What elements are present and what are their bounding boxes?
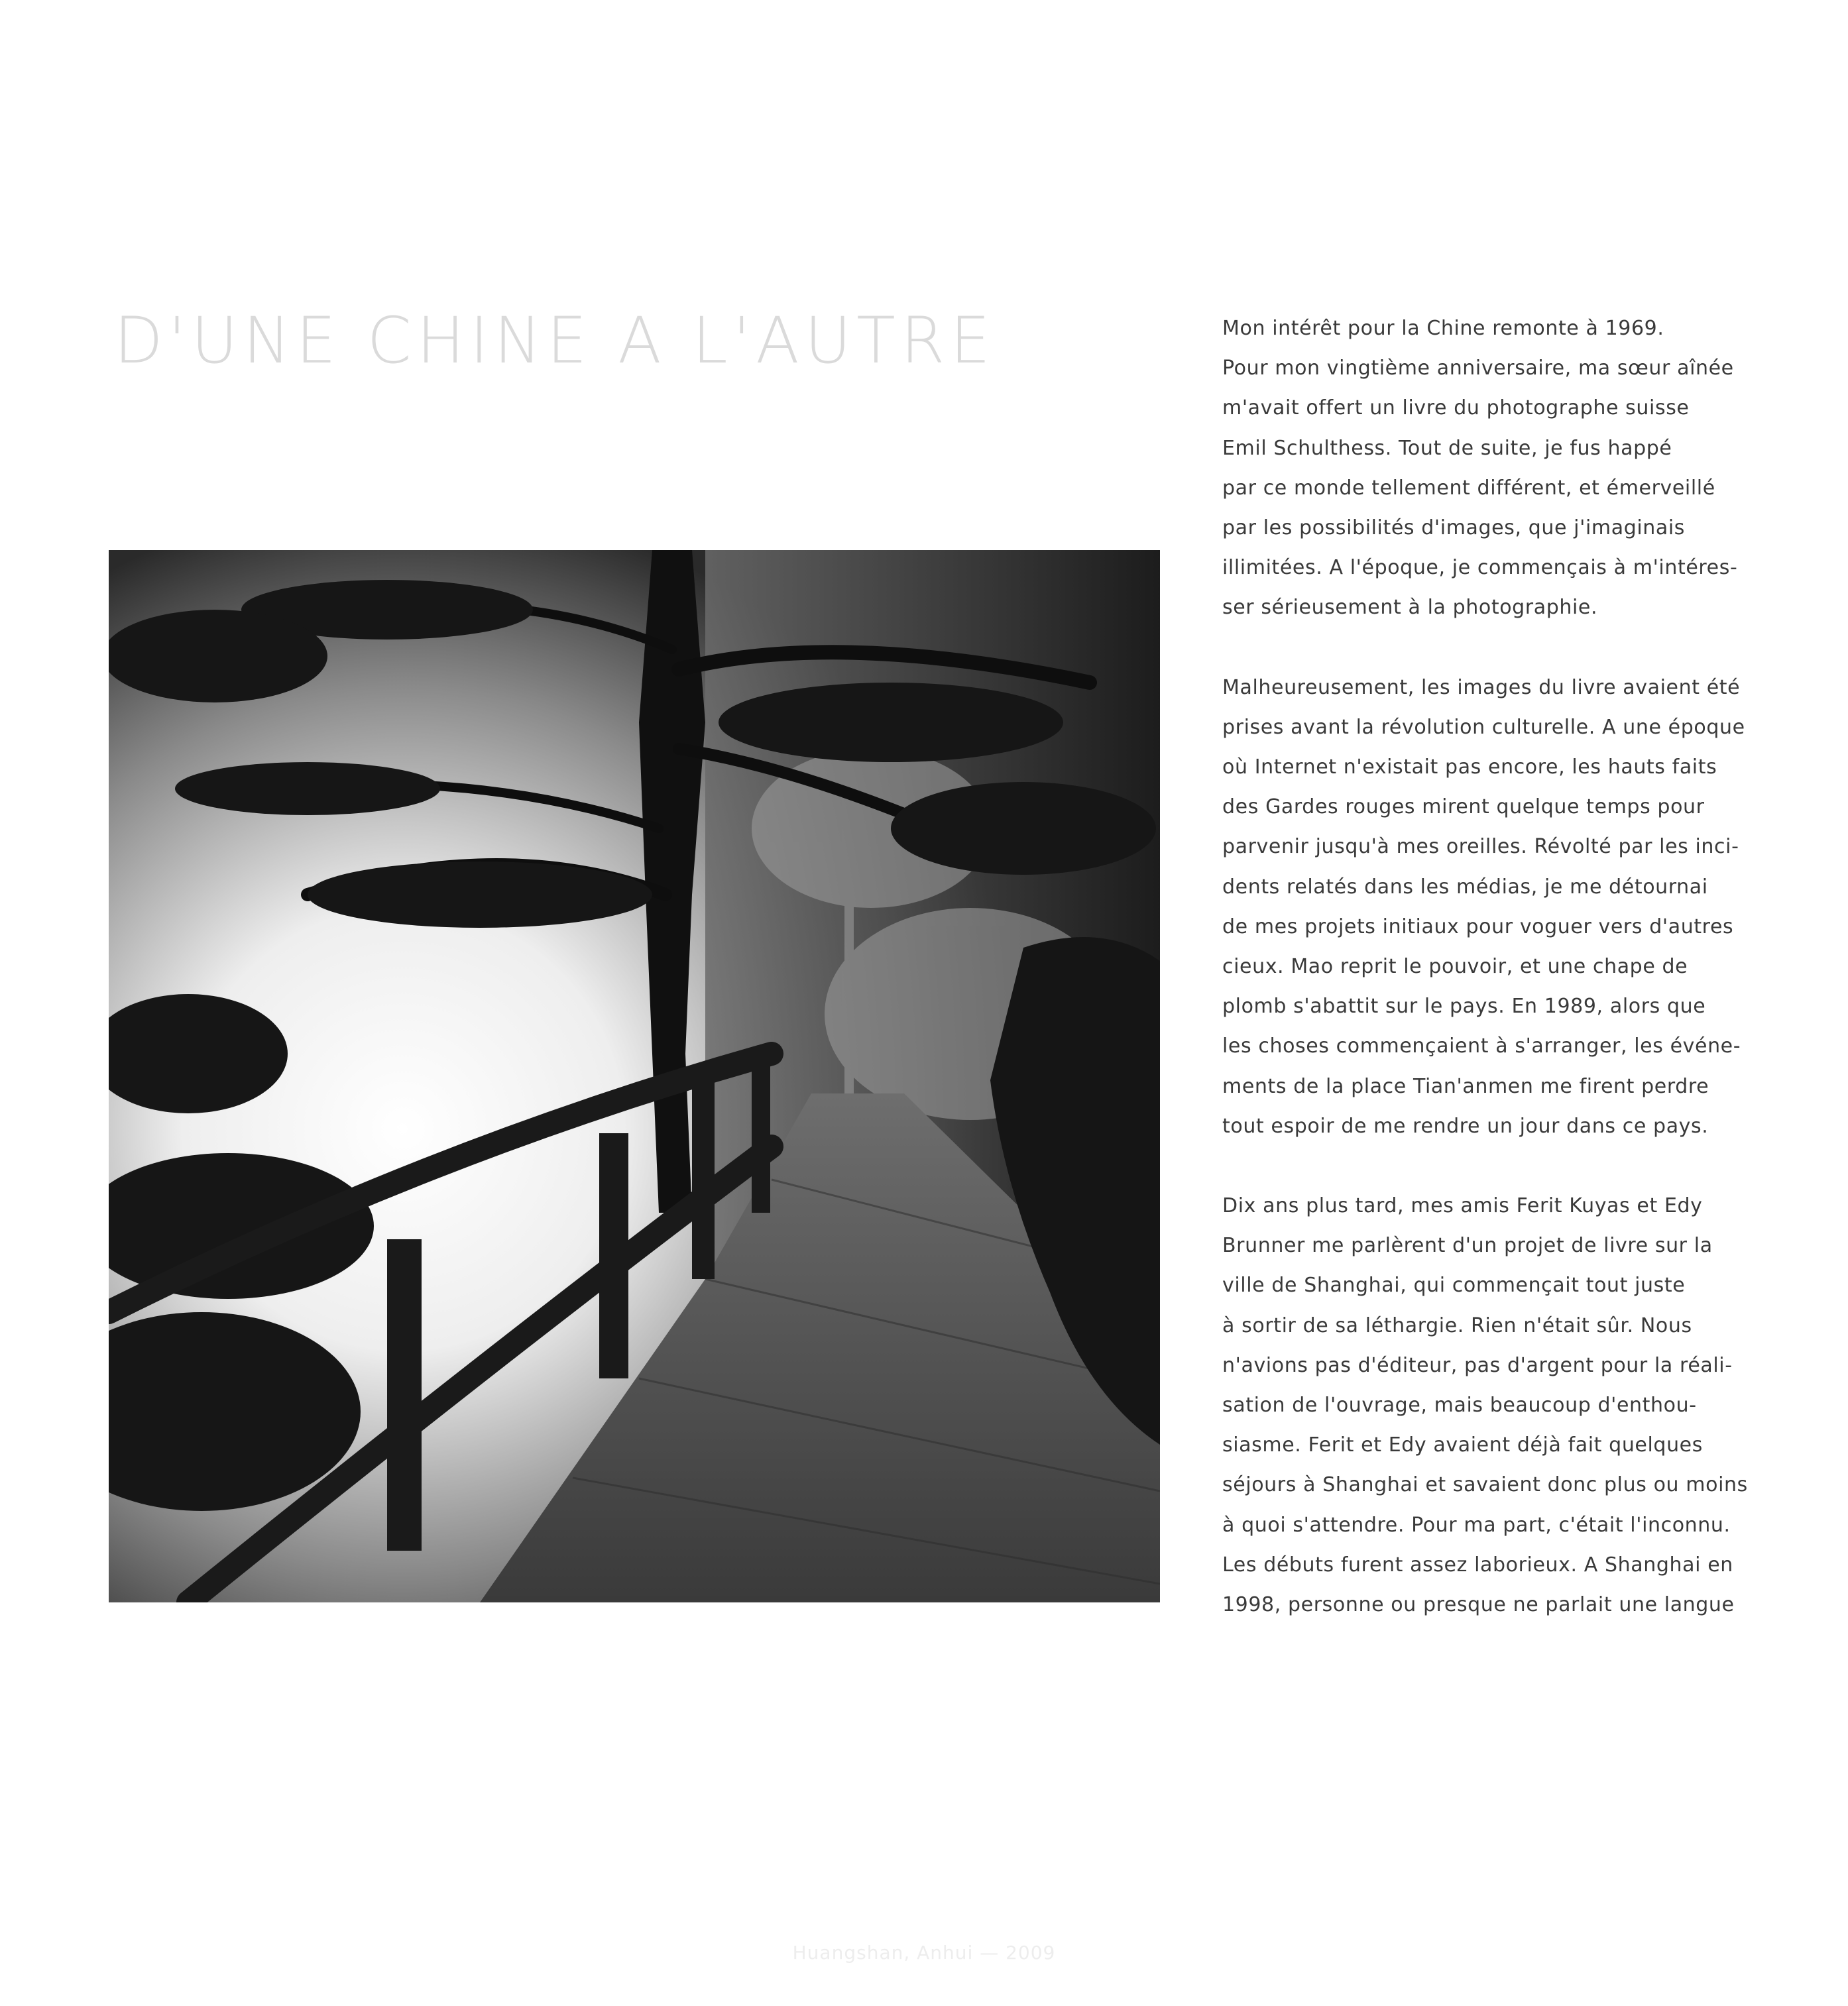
paragraph-2	[1222, 668, 1753, 1146]
paragraph-3	[1222, 1186, 1753, 1625]
text-line: cieux. Mao reprit le pouvoir, et une chape de	[1222, 955, 1688, 979]
text-line: Mon intérêt pour la Chine remonte à 1969.	[1222, 317, 1664, 340]
text-line: prises avant la révolution culturelle. A une époque	[1222, 715, 1745, 739]
text-line: où Internet n'existait pas encore, les hauts faits	[1222, 755, 1717, 779]
text-line: des Gardes rouges mirent quelque temps pour	[1222, 795, 1705, 819]
paragraph-1	[1222, 309, 1753, 628]
body-text	[1222, 309, 1753, 1665]
text-line: Les débuts furent assez laborieux. A Shanghai en	[1222, 1553, 1733, 1577]
text-line: à quoi s'attendre. Pour ma part, c'était l'inconnu.	[1222, 1513, 1731, 1537]
text-line: Brunner me parlèrent d'un projet de livre sur la	[1222, 1234, 1713, 1258]
text-line: tout espoir de me rendre un jour dans ce pays.	[1222, 1114, 1709, 1138]
text-line: ser sérieusement à la photographie.	[1222, 596, 1598, 620]
text-line: ville de Shanghai, qui commençait tout juste	[1222, 1274, 1686, 1298]
misty-pine-trees-stone-path-photo-icon	[109, 550, 1160, 1602]
text-line: Malheureusement, les images du livre avaient été	[1222, 675, 1741, 699]
text-line: Dix ans plus tard, mes amis Ferit Kuyas et Edy	[1222, 1194, 1703, 1218]
landscape-photo	[109, 550, 1160, 1602]
text-line: ments de la place Tian'anmen me firent perdre	[1222, 1074, 1709, 1098]
text-line: m'avait offert un livre du photographe suisse	[1222, 396, 1690, 420]
text-line: Pour mon vingtième anniversaire, ma sœur aînée	[1222, 357, 1734, 380]
text-line: à sortir de sa léthargie. Rien n'était sûr. Nous	[1222, 1313, 1692, 1337]
text-line: de mes projets initiaux pour voguer vers d'autres	[1222, 915, 1734, 938]
text-line: séjours à Shanghai et savaient donc plus ou moins	[1222, 1473, 1748, 1497]
text-line: les choses commençaient à s'arranger, les événe-	[1222, 1034, 1741, 1058]
text-line: plomb s'abattit sur le pays. En 1989, alors que	[1222, 995, 1706, 1019]
text-line: siasme. Ferit et Edy avaient déjà fait quelques	[1222, 1433, 1703, 1457]
text-line: illimitées. A l'époque, je commençais à m'intéres-	[1222, 556, 1738, 580]
text-line: Emil Schulthess. Tout de suite, je fus happé	[1222, 436, 1672, 460]
chapter-title: D'UNE CHINE A L'AUTRE	[114, 304, 996, 378]
text-line: n'avions pas d'éditeur, pas d'argent pour la réali-	[1222, 1353, 1733, 1377]
text-line: sation de l'ouvrage, mais beaucoup d'enthou-	[1222, 1394, 1697, 1418]
text-line: par ce monde tellement différent, et émerveillé	[1222, 476, 1715, 500]
text-line: 1998, personne ou presque ne parlait une langue	[1222, 1593, 1735, 1617]
photo-caption: Huangshan, Anhui — 2009	[792, 1942, 1056, 1964]
text-line: par les possibilités d'images, que j'imaginais	[1222, 516, 1686, 540]
text-line: parvenir jusqu'à mes oreilles. Révolté par les inci-	[1222, 835, 1739, 859]
text-line: dents relatés dans les médias, je me détournai	[1222, 875, 1708, 899]
